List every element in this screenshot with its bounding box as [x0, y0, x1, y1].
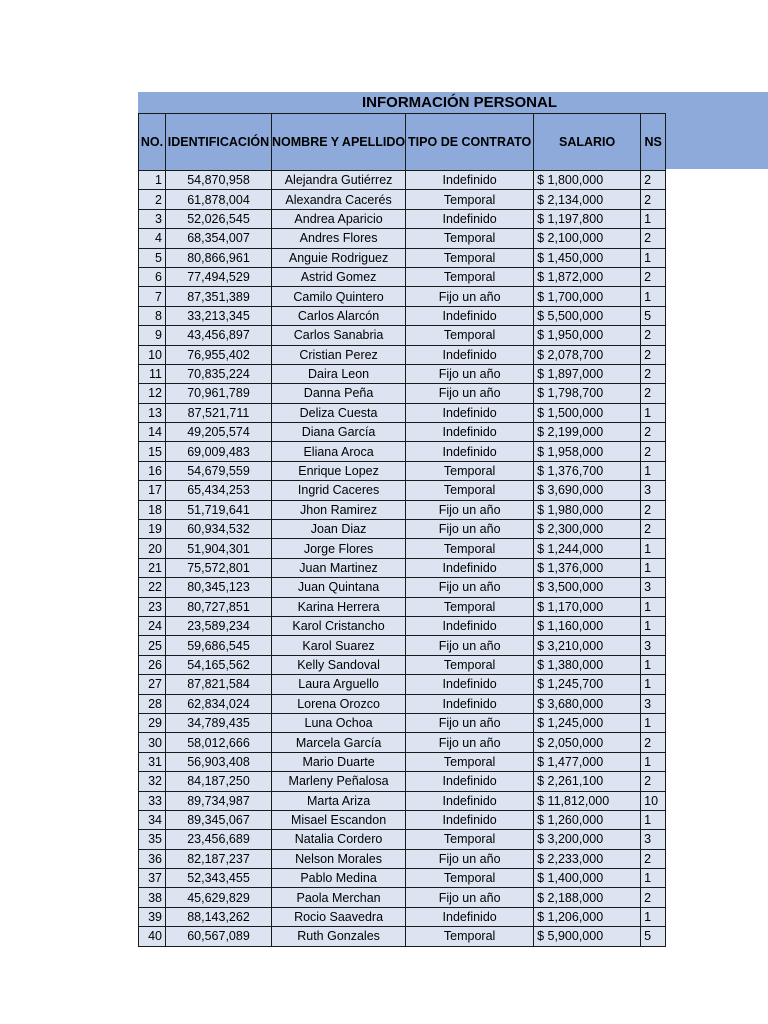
- cell-no[interactable]: 14: [139, 423, 166, 442]
- cell-ns[interactable]: 3: [641, 636, 666, 655]
- cell-nombre[interactable]: Alejandra Gutiérrez: [272, 171, 406, 190]
- cell-tipo-contrato[interactable]: Fijo un año: [406, 733, 534, 752]
- cell-nombre[interactable]: Cristian Perez: [272, 345, 406, 364]
- table-row: [139, 830, 666, 849]
- cell-no[interactable]: 22: [139, 578, 166, 597]
- cell-no[interactable]: 9: [139, 326, 166, 345]
- cell-tipo-contrato[interactable]: Fijo un año: [406, 520, 534, 539]
- cell-no[interactable]: 7: [139, 287, 166, 306]
- cell-ns[interactable]: 1: [641, 597, 666, 616]
- cell-identificacion[interactable]: 87,351,389: [166, 287, 272, 306]
- cell-no[interactable]: 13: [139, 403, 166, 422]
- cell-salario[interactable]: $ 3,690,000: [534, 481, 641, 500]
- cell-ns[interactable]: 2: [641, 888, 666, 907]
- cell-nombre[interactable]: Ingrid Caceres: [272, 481, 406, 500]
- cell-tipo-contrato[interactable]: Temporal: [406, 830, 534, 849]
- cell-nombre[interactable]: Andrea Aparicio: [272, 209, 406, 228]
- cell-salario[interactable]: $ 2,300,000: [534, 520, 641, 539]
- cell-nombre[interactable]: Jorge Flores: [272, 539, 406, 558]
- cell-ns[interactable]: 1: [641, 287, 666, 306]
- cell-no[interactable]: 20: [139, 539, 166, 558]
- cell-salario[interactable]: $ 1,197,800: [534, 209, 641, 228]
- table-row: [139, 267, 666, 286]
- table-row: [139, 713, 666, 732]
- header-tipo-contrato[interactable]: TIPO DE CONTRATO: [406, 114, 534, 171]
- cell-salario[interactable]: $ 1,798,700: [534, 384, 641, 403]
- cell-ns[interactable]: 2: [641, 772, 666, 791]
- cell-no[interactable]: 3: [139, 209, 166, 228]
- cell-identificacion[interactable]: 49,205,574: [166, 423, 272, 442]
- cell-ns[interactable]: 2: [641, 442, 666, 461]
- table-row: [139, 364, 666, 383]
- cell-salario[interactable]: $ 11,812,000: [534, 791, 641, 810]
- cell-salario[interactable]: $ 1,500,000: [534, 403, 641, 422]
- cell-no[interactable]: 29: [139, 713, 166, 732]
- cell-ns[interactable]: 1: [641, 558, 666, 577]
- cell-identificacion[interactable]: 23,456,689: [166, 830, 272, 849]
- table-row: [139, 772, 666, 791]
- cell-nombre[interactable]: Marleny Peñalosa: [272, 772, 406, 791]
- table-row: [139, 791, 666, 810]
- cell-salario[interactable]: $ 1,950,000: [534, 326, 641, 345]
- cell-tipo-contrato[interactable]: Fijo un año: [406, 500, 534, 519]
- cell-no[interactable]: 39: [139, 907, 166, 926]
- table-row: [139, 655, 666, 674]
- cell-ns[interactable]: 5: [641, 306, 666, 325]
- cell-identificacion[interactable]: 80,727,851: [166, 597, 272, 616]
- cell-salario[interactable]: $ 3,210,000: [534, 636, 641, 655]
- cell-identificacion[interactable]: 52,343,455: [166, 869, 272, 888]
- cell-nombre[interactable]: Laura Arguello: [272, 675, 406, 694]
- cell-no[interactable]: 27: [139, 675, 166, 694]
- cell-tipo-contrato[interactable]: Fijo un año: [406, 384, 534, 403]
- cell-identificacion[interactable]: 84,187,250: [166, 772, 272, 791]
- cell-nombre[interactable]: Lorena Orozco: [272, 694, 406, 713]
- cell-no[interactable]: 40: [139, 927, 166, 946]
- cell-ns[interactable]: 2: [641, 733, 666, 752]
- table-row: [139, 384, 666, 403]
- cell-salario[interactable]: $ 1,376,000: [534, 558, 641, 577]
- header-band-extension: [662, 113, 768, 169]
- table-row: [139, 306, 666, 325]
- table-row: [139, 578, 666, 597]
- cell-no[interactable]: 2: [139, 190, 166, 209]
- cell-no[interactable]: 31: [139, 752, 166, 771]
- cell-ns[interactable]: 1: [641, 248, 666, 267]
- cell-ns[interactable]: 10: [641, 791, 666, 810]
- cell-no[interactable]: 24: [139, 616, 166, 635]
- cell-ns[interactable]: 2: [641, 190, 666, 209]
- cell-ns[interactable]: 2: [641, 384, 666, 403]
- cell-tipo-contrato[interactable]: Temporal: [406, 267, 534, 286]
- cell-salario[interactable]: $ 1,245,000: [534, 713, 641, 732]
- cell-nombre[interactable]: Jhon Ramirez: [272, 500, 406, 519]
- cell-salario[interactable]: $ 1,477,000: [534, 752, 641, 771]
- header-identificacion[interactable]: IDENTIFICACIÓN: [166, 114, 272, 171]
- cell-tipo-contrato[interactable]: Indefinido: [406, 558, 534, 577]
- cell-tipo-contrato[interactable]: Temporal: [406, 655, 534, 674]
- table-row: [139, 442, 666, 461]
- cell-tipo-contrato[interactable]: Temporal: [406, 752, 534, 771]
- cell-identificacion[interactable]: 56,903,408: [166, 752, 272, 771]
- cell-no[interactable]: 30: [139, 733, 166, 752]
- cell-nombre[interactable]: Karol Suarez: [272, 636, 406, 655]
- cell-tipo-contrato[interactable]: Fijo un año: [406, 578, 534, 597]
- cell-no[interactable]: 5: [139, 248, 166, 267]
- cell-no[interactable]: 32: [139, 772, 166, 791]
- cell-nombre[interactable]: Daira Leon: [272, 364, 406, 383]
- cell-identificacion[interactable]: 54,165,562: [166, 655, 272, 674]
- cell-identificacion[interactable]: 80,345,123: [166, 578, 272, 597]
- table-row: [139, 229, 666, 248]
- cell-no[interactable]: 4: [139, 229, 166, 248]
- cell-salario[interactable]: $ 2,134,000: [534, 190, 641, 209]
- table-row: [139, 927, 666, 946]
- cell-identificacion[interactable]: 45,629,829: [166, 888, 272, 907]
- cell-identificacion[interactable]: 54,870,958: [166, 171, 272, 190]
- table-row: [139, 461, 666, 480]
- cell-identificacion[interactable]: 34,789,435: [166, 713, 272, 732]
- cell-nombre[interactable]: Misael Escandon: [272, 810, 406, 829]
- table-row: [139, 209, 666, 228]
- cell-identificacion[interactable]: 70,835,224: [166, 364, 272, 383]
- cell-no[interactable]: 28: [139, 694, 166, 713]
- cell-ns[interactable]: 1: [641, 907, 666, 926]
- cell-salario[interactable]: $ 2,188,000: [534, 888, 641, 907]
- cell-no[interactable]: 38: [139, 888, 166, 907]
- table-row: [139, 539, 666, 558]
- table-row: [139, 733, 666, 752]
- cell-tipo-contrato[interactable]: Temporal: [406, 326, 534, 345]
- cell-nombre[interactable]: Mario Duarte: [272, 752, 406, 771]
- cell-identificacion[interactable]: 69,009,483: [166, 442, 272, 461]
- cell-tipo-contrato[interactable]: Fijo un año: [406, 888, 534, 907]
- cell-salario[interactable]: $ 1,980,000: [534, 500, 641, 519]
- cell-ns[interactable]: 1: [641, 403, 666, 422]
- header-nombre-apellido[interactable]: NOMBRE Y APELLIDO: [272, 114, 406, 171]
- cell-salario[interactable]: $ 3,500,000: [534, 578, 641, 597]
- cell-identificacion[interactable]: 68,354,007: [166, 229, 272, 248]
- cell-ns[interactable]: 2: [641, 326, 666, 345]
- cell-ns[interactable]: 2: [641, 849, 666, 868]
- table-row: [139, 888, 666, 907]
- cell-no[interactable]: 10: [139, 345, 166, 364]
- cell-ns[interactable]: 3: [641, 481, 666, 500]
- cell-salario[interactable]: $ 1,800,000: [534, 171, 641, 190]
- cell-tipo-contrato[interactable]: Indefinido: [406, 772, 534, 791]
- cell-salario[interactable]: $ 1,700,000: [534, 287, 641, 306]
- table-row: [139, 345, 666, 364]
- cell-no[interactable]: 34: [139, 810, 166, 829]
- cell-tipo-contrato[interactable]: Fijo un año: [406, 849, 534, 868]
- cell-identificacion[interactable]: 54,679,559: [166, 461, 272, 480]
- cell-salario[interactable]: $ 1,244,000: [534, 539, 641, 558]
- personal-info-table: [138, 113, 666, 947]
- cell-salario[interactable]: $ 2,233,000: [534, 849, 641, 868]
- cell-salario[interactable]: $ 1,380,000: [534, 655, 641, 674]
- cell-salario[interactable]: $ 5,500,000: [534, 306, 641, 325]
- cell-nombre[interactable]: Kelly Sandoval: [272, 655, 406, 674]
- cell-salario[interactable]: $ 2,050,000: [534, 733, 641, 752]
- cell-no[interactable]: 6: [139, 267, 166, 286]
- cell-nombre[interactable]: Astrid Gomez: [272, 267, 406, 286]
- cell-nombre[interactable]: Juan Quintana: [272, 578, 406, 597]
- cell-no[interactable]: 37: [139, 869, 166, 888]
- cell-salario[interactable]: $ 1,245,700: [534, 675, 641, 694]
- cell-salario[interactable]: $ 1,872,000: [534, 267, 641, 286]
- cell-no[interactable]: 21: [139, 558, 166, 577]
- cell-ns[interactable]: 1: [641, 752, 666, 771]
- cell-identificacion[interactable]: 87,821,584: [166, 675, 272, 694]
- cell-tipo-contrato[interactable]: Indefinido: [406, 209, 534, 228]
- cell-salario[interactable]: $ 2,078,700: [534, 345, 641, 364]
- cell-no[interactable]: 36: [139, 849, 166, 868]
- cell-no[interactable]: 12: [139, 384, 166, 403]
- cell-ns[interactable]: 2: [641, 500, 666, 519]
- cell-salario[interactable]: $ 2,199,000: [534, 423, 641, 442]
- cell-no[interactable]: 8: [139, 306, 166, 325]
- table-row: [139, 520, 666, 539]
- sheet-title: INFORMACIÓN PERSONAL: [362, 94, 557, 111]
- cell-tipo-contrato[interactable]: Indefinido: [406, 423, 534, 442]
- header-salario[interactable]: SALARIO: [534, 114, 641, 171]
- cell-nombre[interactable]: Deliza Cuesta: [272, 403, 406, 422]
- cell-no[interactable]: 26: [139, 655, 166, 674]
- cell-no[interactable]: 35: [139, 830, 166, 849]
- cell-salario[interactable]: $ 1,206,000: [534, 907, 641, 926]
- cell-ns[interactable]: 2: [641, 267, 666, 286]
- table-row: [139, 616, 666, 635]
- cell-salario[interactable]: $ 1,897,000: [534, 364, 641, 383]
- cell-ns[interactable]: 2: [641, 364, 666, 383]
- cell-nombre[interactable]: Nelson Morales: [272, 849, 406, 868]
- cell-tipo-contrato[interactable]: Fijo un año: [406, 713, 534, 732]
- cell-identificacion[interactable]: 33,213,345: [166, 306, 272, 325]
- cell-ns[interactable]: 1: [641, 461, 666, 480]
- cell-nombre[interactable]: Luna Ochoa: [272, 713, 406, 732]
- cell-ns[interactable]: 2: [641, 171, 666, 190]
- cell-salario[interactable]: $ 1,160,000: [534, 616, 641, 635]
- header-no[interactable]: NO.: [139, 114, 166, 171]
- cell-identificacion[interactable]: 77,494,529: [166, 267, 272, 286]
- cell-tipo-contrato[interactable]: Indefinido: [406, 616, 534, 635]
- cell-salario[interactable]: $ 1,400,000: [534, 869, 641, 888]
- cell-identificacion[interactable]: 52,026,545: [166, 209, 272, 228]
- cell-identificacion[interactable]: 51,719,641: [166, 500, 272, 519]
- cell-ns[interactable]: 1: [641, 209, 666, 228]
- cell-ns[interactable]: 1: [641, 655, 666, 674]
- table-row: [139, 423, 666, 442]
- cell-tipo-contrato[interactable]: Temporal: [406, 927, 534, 946]
- cell-identificacion[interactable]: 51,904,301: [166, 539, 272, 558]
- cell-no[interactable]: 33: [139, 791, 166, 810]
- table-row: [139, 752, 666, 771]
- cell-nombre[interactable]: Alexandra Cacerés: [272, 190, 406, 209]
- cell-salario[interactable]: $ 2,100,000: [534, 229, 641, 248]
- cell-tipo-contrato[interactable]: Fijo un año: [406, 636, 534, 655]
- cell-no[interactable]: 18: [139, 500, 166, 519]
- cell-tipo-contrato[interactable]: Temporal: [406, 539, 534, 558]
- table-row: [139, 694, 666, 713]
- cell-tipo-contrato[interactable]: Indefinido: [406, 403, 534, 422]
- cell-identificacion[interactable]: 62,834,024: [166, 694, 272, 713]
- cell-ns[interactable]: 3: [641, 694, 666, 713]
- cell-identificacion[interactable]: 58,012,666: [166, 733, 272, 752]
- cell-tipo-contrato[interactable]: Indefinido: [406, 810, 534, 829]
- cell-nombre[interactable]: Paola Merchan: [272, 888, 406, 907]
- cell-identificacion[interactable]: 80,866,961: [166, 248, 272, 267]
- cell-no[interactable]: 16: [139, 461, 166, 480]
- cell-salario[interactable]: $ 3,200,000: [534, 830, 641, 849]
- cell-ns[interactable]: 1: [641, 810, 666, 829]
- cell-no[interactable]: 19: [139, 520, 166, 539]
- cell-tipo-contrato[interactable]: Indefinido: [406, 171, 534, 190]
- cell-tipo-contrato[interactable]: Fijo un año: [406, 364, 534, 383]
- cell-nombre[interactable]: Karol Cristancho: [272, 616, 406, 635]
- cell-ns[interactable]: 1: [641, 869, 666, 888]
- cell-ns[interactable]: 3: [641, 578, 666, 597]
- cell-identificacion[interactable]: 75,572,801: [166, 558, 272, 577]
- cell-tipo-contrato[interactable]: Temporal: [406, 481, 534, 500]
- cell-salario[interactable]: $ 1,170,000: [534, 597, 641, 616]
- cell-nombre[interactable]: Carlos Sanabria: [272, 326, 406, 345]
- cell-identificacion[interactable]: 60,567,089: [166, 927, 272, 946]
- cell-nombre[interactable]: Natalia Cordero: [272, 830, 406, 849]
- table-row: [139, 287, 666, 306]
- cell-no[interactable]: 25: [139, 636, 166, 655]
- cell-identificacion[interactable]: 89,734,987: [166, 791, 272, 810]
- cell-identificacion[interactable]: 60,934,532: [166, 520, 272, 539]
- cell-nombre[interactable]: Danna Peña: [272, 384, 406, 403]
- cell-identificacion[interactable]: 59,686,545: [166, 636, 272, 655]
- cell-identificacion[interactable]: 65,434,253: [166, 481, 272, 500]
- cell-ns[interactable]: 1: [641, 539, 666, 558]
- table-row: [139, 403, 666, 422]
- table-row: [139, 171, 666, 190]
- table-row: [139, 500, 666, 519]
- cell-tipo-contrato[interactable]: Indefinido: [406, 675, 534, 694]
- cell-tipo-contrato[interactable]: Temporal: [406, 190, 534, 209]
- table-row: [139, 326, 666, 345]
- table-body: [139, 171, 666, 947]
- cell-nombre[interactable]: Eliana Aroca: [272, 442, 406, 461]
- cell-nombre[interactable]: Marcela García: [272, 733, 406, 752]
- cell-tipo-contrato[interactable]: Indefinido: [406, 306, 534, 325]
- table-row: [139, 597, 666, 616]
- cell-ns[interactable]: 5: [641, 927, 666, 946]
- cell-nombre[interactable]: Diana García: [272, 423, 406, 442]
- cell-tipo-contrato[interactable]: Indefinido: [406, 907, 534, 926]
- cell-nombre[interactable]: Joan Diaz: [272, 520, 406, 539]
- cell-ns[interactable]: 2: [641, 345, 666, 364]
- cell-identificacion[interactable]: 88,143,262: [166, 907, 272, 926]
- cell-tipo-contrato[interactable]: Temporal: [406, 597, 534, 616]
- table-row: [139, 248, 666, 267]
- cell-identificacion[interactable]: 23,589,234: [166, 616, 272, 635]
- cell-no[interactable]: 15: [139, 442, 166, 461]
- cell-tipo-contrato[interactable]: Temporal: [406, 248, 534, 267]
- table-row: [139, 849, 666, 868]
- cell-tipo-contrato[interactable]: Indefinido: [406, 791, 534, 810]
- table-row: [139, 907, 666, 926]
- cell-identificacion[interactable]: 89,345,067: [166, 810, 272, 829]
- cell-ns[interactable]: 2: [641, 520, 666, 539]
- cell-identificacion[interactable]: 87,521,711: [166, 403, 272, 422]
- cell-tipo-contrato[interactable]: Temporal: [406, 869, 534, 888]
- cell-identificacion[interactable]: 70,961,789: [166, 384, 272, 403]
- cell-salario[interactable]: $ 1,958,000: [534, 442, 641, 461]
- cell-salario[interactable]: $ 2,261,100: [534, 772, 641, 791]
- cell-nombre[interactable]: Ruth Gonzales: [272, 927, 406, 946]
- cell-nombre[interactable]: Pablo Medina: [272, 869, 406, 888]
- cell-ns[interactable]: 1: [641, 616, 666, 635]
- cell-nombre[interactable]: Camilo Quintero: [272, 287, 406, 306]
- cell-tipo-contrato[interactable]: Indefinido: [406, 694, 534, 713]
- cell-tipo-contrato[interactable]: Indefinido: [406, 442, 534, 461]
- table-row: [139, 190, 666, 209]
- cell-ns[interactable]: 2: [641, 423, 666, 442]
- cell-salario[interactable]: $ 1,260,000: [534, 810, 641, 829]
- cell-no[interactable]: 11: [139, 364, 166, 383]
- header-ns[interactable]: NS: [641, 114, 666, 171]
- cell-no[interactable]: 1: [139, 171, 166, 190]
- cell-nombre[interactable]: Rocio Saavedra: [272, 907, 406, 926]
- cell-tipo-contrato[interactable]: Temporal: [406, 461, 534, 480]
- cell-tipo-contrato[interactable]: Indefinido: [406, 345, 534, 364]
- cell-no[interactable]: 23: [139, 597, 166, 616]
- cell-salario[interactable]: $ 1,450,000: [534, 248, 641, 267]
- cell-identificacion[interactable]: 61,878,004: [166, 190, 272, 209]
- cell-identificacion[interactable]: 76,955,402: [166, 345, 272, 364]
- cell-identificacion[interactable]: 43,456,897: [166, 326, 272, 345]
- cell-ns[interactable]: 1: [641, 713, 666, 732]
- cell-salario[interactable]: $ 3,680,000: [534, 694, 641, 713]
- table-row: [139, 675, 666, 694]
- cell-tipo-contrato[interactable]: Temporal: [406, 229, 534, 248]
- cell-no[interactable]: 17: [139, 481, 166, 500]
- cell-nombre[interactable]: Marta Ariza: [272, 791, 406, 810]
- table-row: [139, 558, 666, 577]
- cell-nombre[interactable]: Juan Martinez: [272, 558, 406, 577]
- cell-ns[interactable]: 2: [641, 229, 666, 248]
- header-row: [139, 114, 666, 171]
- cell-nombre[interactable]: Karina Herrera: [272, 597, 406, 616]
- cell-tipo-contrato[interactable]: Fijo un año: [406, 287, 534, 306]
- table-row: [139, 869, 666, 888]
- table-row: [139, 481, 666, 500]
- cell-ns[interactable]: 3: [641, 830, 666, 849]
- cell-ns[interactable]: 1: [641, 675, 666, 694]
- table-row: [139, 810, 666, 829]
- table-row: [139, 636, 666, 655]
- cell-nombre[interactable]: Andres Flores: [272, 229, 406, 248]
- cell-salario[interactable]: $ 5,900,000: [534, 927, 641, 946]
- cell-nombre[interactable]: Anguie Rodriguez: [272, 248, 406, 267]
- cell-nombre[interactable]: Carlos Alarcón: [272, 306, 406, 325]
- cell-nombre[interactable]: Enrique Lopez: [272, 461, 406, 480]
- cell-identificacion[interactable]: 82,187,237: [166, 849, 272, 868]
- cell-salario[interactable]: $ 1,376,700: [534, 461, 641, 480]
